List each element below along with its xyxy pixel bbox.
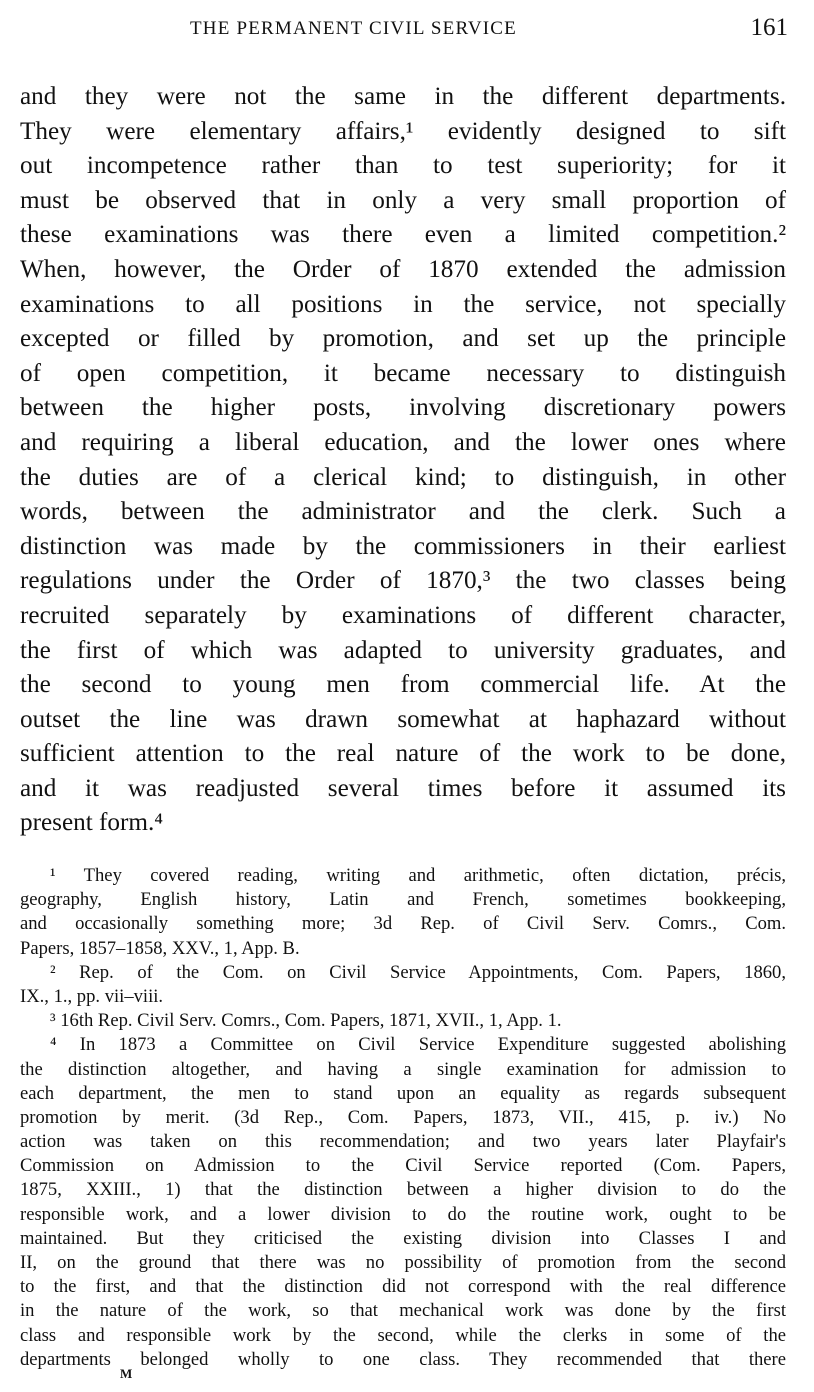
footnote-line: responsible work, and a lower division to do the routine work, ought to be bbox=[20, 1203, 786, 1225]
body-line: must be observed that in only a very small proportion of bbox=[20, 186, 786, 214]
footnote-line: class and responsible work by the second, while the clerks in some of the bbox=[20, 1324, 786, 1346]
footnote-line: promotion by merit. (3d Rep., Com. Papers, 1873, VII., 415, p. iv.) No bbox=[20, 1106, 786, 1128]
body-line: out incompetence rather than to test superiority; for it bbox=[20, 152, 786, 180]
body-text bbox=[20, 80, 786, 841]
body-line: and requiring a liberal education, and the lower ones where bbox=[20, 428, 786, 456]
body-line: When, however, the Order of 1870 extended the admission bbox=[20, 255, 786, 283]
footnote-line: the distinction altogether, and having a single examination for admission to bbox=[20, 1058, 786, 1080]
footnote-line: 1875, XXIII., 1) that the distinction between a higher division to do the bbox=[20, 1179, 786, 1201]
footnotes bbox=[20, 864, 786, 1372]
footnote-line: II, on the ground that there was no possibility of promotion from the second bbox=[20, 1252, 786, 1273]
body-line: of open competition, it became necessary to distinguish bbox=[20, 359, 786, 387]
footnote-2: ² Rep. of the Com. on Civil Service Appointments, Com. Papers, 1860, bbox=[50, 961, 786, 983]
footnote-line: each department, the men to stand upon an equality as regards subsequent bbox=[20, 1082, 786, 1104]
footnote-line: in the nature of the work, so that mechanical work was done by the first bbox=[20, 1300, 786, 1322]
body-line: They were elementary affairs,¹ evidently designed to sift bbox=[20, 117, 786, 145]
footnote-line: action was taken on this recommendation; and two years later Playfair's bbox=[20, 1131, 786, 1153]
footnote-line: IX., 1., pp. vii–viii. bbox=[20, 985, 164, 1007]
signature-mark: M bbox=[120, 1366, 134, 1381]
page-number: 161 bbox=[750, 14, 788, 41]
footnote-1: ¹ They covered reading, writing and arithmetic, often dictation, précis, bbox=[50, 865, 786, 886]
footnote-line: to the first, and that the distinction did not correspond with the real difference bbox=[20, 1276, 786, 1298]
footnote-line: Commission on Admission to the Civil Service reported (Com. Papers, bbox=[20, 1155, 786, 1177]
body-line: and they were not the same in the different departments. bbox=[20, 83, 786, 110]
body-line: excepted or filled by promotion, and set up the principle bbox=[20, 325, 786, 353]
running-title: THE PERMANENT CIVIL SERVICE bbox=[190, 18, 517, 39]
page-header bbox=[20, 14, 792, 50]
footnote-line: Papers, 1857–1858, XXV., 1, App. B. bbox=[20, 937, 300, 959]
body-line: outset the line was drawn somewhat at haphazard without bbox=[20, 705, 786, 733]
body-line: recruited separately by examinations of different character, bbox=[20, 601, 786, 629]
body-line: and it was readjusted several times before it assumed its bbox=[20, 774, 786, 802]
body-line: regulations under the Order of 1870,³ the two classes being bbox=[20, 567, 786, 595]
body-line: sufficient attention to the real nature of the work to be done, bbox=[20, 740, 786, 768]
footnote-line: and occasionally something more; 3d Rep. of Civil Serv. Comrs., Com. bbox=[20, 913, 786, 935]
footnote-3: ³ 16th Rep. Civil Serv. Comrs., Com. Papers, 1871, XVII., 1, App. 1. bbox=[50, 1010, 562, 1032]
body-line: the duties are of a clerical kind; to distinguish, in other bbox=[20, 463, 786, 491]
footnote-line: geography, English history, Latin and French, sometimes bookkeeping, bbox=[20, 889, 786, 911]
footnote-line: departments belonged wholly to one class. They recommended that there bbox=[20, 1348, 786, 1370]
body-line: between the higher posts, involving discretionary powers bbox=[20, 394, 786, 422]
footnote-4: ⁴ In 1873 a Committee on Civil Service Expenditure suggested abolishing bbox=[50, 1034, 786, 1056]
body-line: the first of which was adapted to university graduates, and bbox=[20, 636, 786, 664]
body-line: distinction was made by the commissioners in their earliest bbox=[20, 532, 786, 560]
body-line: words, between the administrator and the clerk. Such a bbox=[20, 498, 786, 526]
body-line: the second to young men from commercial life. At the bbox=[20, 671, 786, 699]
body-line: present form.⁴ bbox=[20, 809, 164, 837]
body-line: these examinations was there even a limited competition.² bbox=[20, 221, 786, 249]
body-line: examinations to all positions in the service, not specially bbox=[20, 290, 786, 318]
footnote-line: maintained. But they criticised the existing division into Classes I and bbox=[20, 1227, 786, 1249]
